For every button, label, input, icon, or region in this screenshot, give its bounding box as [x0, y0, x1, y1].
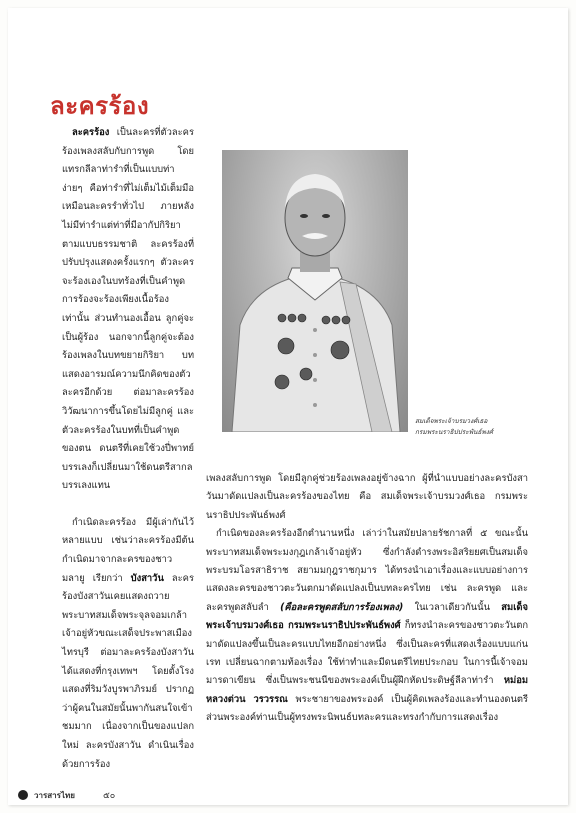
- portrait-figure: [222, 150, 408, 432]
- caption-line-1: สมเด็จพระเจ้าบรมวงศ์เธอ: [415, 417, 488, 425]
- page-title: ละครร้อง: [50, 92, 150, 120]
- magazine-brand: วารสารไทย: [34, 790, 75, 800]
- caption-line-2: กรมพระนราธิปประพันธ์พงศ์: [415, 428, 494, 436]
- bottom-paragraph-2: [206, 525, 528, 727]
- portrait-photo: [222, 150, 408, 432]
- photo-caption: [415, 416, 535, 438]
- consort-name: หม่อมหลวงต่วน วรวรรณ: [206, 675, 528, 705]
- paragraph-2: [62, 514, 194, 774]
- bangsawan-term: บังสาวัน: [130, 572, 164, 584]
- page-number: ๕๐: [102, 791, 116, 801]
- paragraph-2-text-a: กำเนิดละครร้อง มีผู้เล่ากันไว้หลายแบบ เช่นว่าละครร้องมีต้นกำเนิดมาจากละครของชาวมลายู เรียกว่า: [62, 516, 194, 584]
- lead-term: ละครร้อง: [72, 127, 110, 138]
- bottom-p2-italic: (คือละครพูดสลับการร้องเพลง): [280, 601, 404, 613]
- bottom-p2-text-a: กำเนิดของละครร้องอีกตำนานหนึ่ง เล่าว่าในสมัยปลายรัชกาลที่ ๕ ขณะนั้นพระบาทสมเด็จพระมงกุฎเกล้าเจ้าอยู่หัว ซึ่งกำลังดำรงพระอิสริยยศเป็นสมเด็จพระบรมโอรสาธิราช สยามมกุฎราชกุมาร ได้ทรงนำเอาเรื่องและแบบอย่างการแสดงละครของชาวตะวันตกมาดัดแปลงเป็นบทละครไทย เช่น ละครพูด และละครพูดสลับลำ: [206, 528, 528, 613]
- page-footer: [18, 788, 115, 802]
- bottom-paragraph-1: เพลงสลับการพูด โดยมีลูกคู่ช่วยร้องเพลงอยู่ข้างฉาก ผู้ที่นำแบบอย่างละครบังสาวันมาดัดแปลงเป็นละครร้องของไทย คือ สมเด็จพระเจ้าบรมวงศ์เธอ กรมพระนราธิปประพันธ์พงศ์: [206, 473, 528, 521]
- left-text-column: [62, 124, 194, 774]
- bottom-p2-text-c: ก็ทรงนำละครของชาวตะวันตกมาดัดแปลงขึ้นเป็นละครแบบไทยอีกอย่างหนึ่ง ซึ่งเป็นละครที่แสดงเรื่องแบบแก่นเรท เปลี่ยนฉากตามท้องเรื่อง ใช้ท่าทำและมีดนตรีไทยประกอบ ในการนี้เจ้าจอมมารดาเขียน ซึ่งเป็นพระชนนีของพระองค์เป็นผู้ฝึกหัดประดิษฐ์ลีลาท่ารำ: [206, 620, 528, 687]
- bottom-p2-text-d: พระชายาของพระองค์ เป็นผู้คิดเพลงร้องและทำนองดนตรี ส่วนพระองค์ท่านเป็นผู้ทรงพระนิพนธ์บทละครและทรงกำกับการแสดงเรื่อง: [206, 693, 528, 724]
- magazine-logo-icon: [18, 790, 28, 800]
- bottom-text-column: [206, 470, 528, 728]
- bottom-p2-text-b: ในเวลาเดียวกันนั้น: [403, 601, 502, 613]
- prince-name: สมเด็จพระเจ้าบรมวงศ์เธอ กรมพระนราธิปประพันธ์พงศ์: [206, 601, 528, 632]
- paragraph-1-text: เป็นละครที่ตัวละครร้องเพลงสลับกับการพูด โดยแทรกลีลาท่ารำที่เป็นแบบท่าง่ายๆ คือท่ารำที่ไม่เต็มไม้เต็มมือเหมือนละครรำทั่วไป ภายหลังไม่มีท่ารำแต่ท่าที่มีอากัปกิริยาตามแบบธรรมชาติ ละครร้องที่ปรับปรุงแสดงครั้งแรกๆ ตัวละครจะร้องเองในบทร้องที่เป็นคำพูด การร้องจะร้องเพียงเนื้อร้องเท่านั้น ส่วนทำนองเอื้อน ลูกคู่จะเป็นผู้ร้อง นอกจากนี้ลูกคู่จะต้องร้องเพลงในบทขยายกิริยา บทแสดงอารมณ์ความนึกคิดของตัวละครอีกด้วย ต่อมาละครร้องวิวัฒนาการขึ้นโดยไม่มีลูกคู่ และตัวละครร้องในบทที่เป็นคำพูดของตน ดนตรีที่เคยใช้วงปี่พาทย์บรรเลงก็เปลี่ยนมาใช้ดนตรีสากลบรรเลงแทน: [62, 127, 194, 492]
- paragraph-2-text-b: ละครร้องบังสาวันเคยแสดงถวายพระบาทสมเด็จพระจุลจอมเกล้าเจ้าอยู่หัวขณะเสด็จประพาสเมืองไทรบุรี ต่อมาละครร้องบังสาวันได้แสดงที่กรุงเทพฯ โดยตั้งโรงแสดงที่ริมวังบูรพาภิรมย์ ปรากฏว่าผู้คนในสมัยนั้นพากันสนใจเข้าชมมาก เนื่องจากเป็นของแปลกใหม่ ละครบังสาวัน ดำเนินเรื่องด้วยการร้อง: [62, 572, 194, 770]
- paragraph-1: [62, 124, 194, 496]
